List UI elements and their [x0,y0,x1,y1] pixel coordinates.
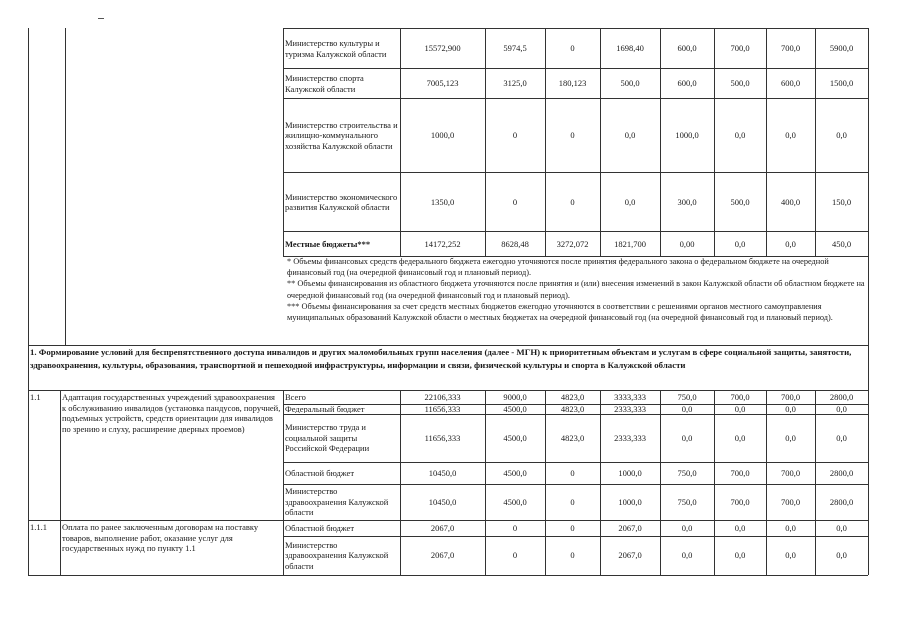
table-border [766,28,767,256]
table-cell-text: 0,0 [734,238,746,249]
table-cell-text: 0,0 [836,522,847,533]
table-cell [817,521,866,535]
item-description [62,522,281,562]
table-cell [602,415,658,461]
table-cell-text: 1000,0 [618,496,642,507]
row-label-text: Областной бюджет [285,467,355,478]
table-cell [487,521,543,535]
table-cell-text: 0,0 [785,550,796,561]
table-cell-text: 3272,072 [556,238,589,249]
footnote-2: ** Объемы финансирования из областного бюджета уточняются после принятия и (или) внесения изменений в закон Калужской области об областном бюджете на очередной финансовый год (на очередной финансовый год и плановый период). [287,279,865,300]
table-cell [602,100,658,171]
row-label [285,463,398,483]
table-cell [487,100,543,171]
table-cell-text: 2800,0 [829,467,854,478]
footnote-3: *** Объемы финансирования за счет средств местных бюджетов ежегодно уточняются в соответствии с решениями органов местного самоуправления муниципальных образований Калужской области о местных бюджетах на очередной финансовый год (на очередной финансовый год и плановый период). [287,301,833,323]
table-cell [817,391,866,403]
table-cell [402,233,483,255]
table-cell-text: 1000,0 [430,130,455,141]
row-label [285,174,398,230]
item-number-text: 1.1 [30,392,41,402]
table-cell [768,463,813,483]
page-mark [98,18,104,19]
table-cell [716,537,764,574]
table-cell [487,463,543,483]
row-label-text: Министерство здравоохранения Калужской области [285,486,389,518]
table-cell [547,70,598,97]
table-border [400,28,401,256]
table-cell-text: 700,0 [780,496,801,507]
table-cell [817,463,866,483]
table-cell [547,30,598,67]
table-cell-text: 10450,0 [428,467,457,478]
table-cell-text: 2800,0 [829,391,854,402]
table-cell [602,521,658,535]
table-cell [402,463,483,483]
table-cell-text: 180,123 [558,78,587,89]
table-cell-text: 450,0 [831,238,852,249]
table-cell-text: 4500,0 [503,467,527,478]
table-cell-text: 600,0 [780,78,801,89]
table-cell-text: 600,0 [677,43,697,54]
table-cell-text: 0,0 [785,522,796,533]
table-cell-text: 0,0 [785,405,796,413]
table-cell [547,415,598,461]
table-border [28,390,29,575]
table-cell-text: 0,0 [836,432,847,443]
table-cell [817,485,866,519]
footnotes [287,256,867,323]
table-cell-text: 0 [512,550,518,561]
table-cell [602,30,658,67]
row-label [285,537,398,574]
table-cell-text: 750,0 [677,391,697,402]
table-cell [716,391,764,403]
table-cell [716,405,764,413]
table-cell [547,405,598,413]
table-border [600,28,601,256]
table-cell [768,485,813,519]
table-cell-text: 0 [512,522,518,533]
table-cell [547,463,598,483]
table-cell-text: 0 [512,130,518,141]
table-cell [768,537,813,574]
table-border [545,28,546,256]
table-cell-text: 0,0 [624,196,636,207]
table-cell [402,485,483,519]
row-label [285,233,398,255]
table-cell-text: 2800,0 [829,496,854,507]
table-cell-text: 0,0 [624,130,636,141]
table-border [400,390,401,575]
table-cell-text: 4500,0 [503,496,527,507]
row-label-text: Министерство спорта Калужской области [285,73,364,94]
table-cell [402,100,483,171]
table-cell [662,463,712,483]
table-cell [768,233,813,255]
table-cell [602,174,658,230]
table-cell [402,391,483,403]
table-cell-text: 0,0 [734,405,746,413]
table-cell-text: 4823,0 [560,391,585,402]
row-label-text: Министерство культуры и туризма Калужской области [285,38,387,59]
table-border [60,390,61,575]
table-cell [768,391,813,403]
table-cell-text: 11656,333 [424,432,461,443]
table-cell-text: 2333,333 [614,432,646,443]
table-cell-text: 0,0 [836,405,847,413]
row-label-text: Министерство здравоохранения Калужской области [285,539,389,571]
footnote-1: * Объемы финансовых средств федерального бюджета ежегодно уточняются после принятия федерального закона о федеральном бюджете на очередной финансовый год (на очередной финансовый год и плановый период). [287,257,829,278]
table-cell-text: 7005,123 [426,78,459,89]
table-cell-text: 0 [570,467,575,478]
table-cell [602,463,658,483]
table-cell-text: 0 [570,550,575,561]
table-cell [402,30,483,67]
table-cell-text: 0,0 [836,550,847,561]
table-border [283,28,284,256]
table-cell [817,233,866,255]
table-cell-text: 0 [512,196,518,207]
row-label-text: Местные бюджеты*** [285,238,371,249]
table-cell [768,174,813,230]
table-cell [817,537,866,574]
table-cell [487,391,543,403]
table-border [766,390,767,575]
table-cell-text: 5974,5 [503,43,527,54]
row-label [285,485,398,519]
table-cell [662,485,712,519]
table-cell [547,233,598,255]
table-cell [487,233,543,255]
row-label [285,70,398,97]
table-border [600,390,601,575]
table-cell [716,485,764,519]
table-cell-text: 14172,252 [424,238,461,249]
table-cell-text: 600,0 [677,78,697,89]
table-cell [547,174,598,230]
table-cell [662,30,712,67]
table-cell [716,174,764,230]
table-cell [817,174,866,230]
table-cell [716,463,764,483]
table-cell [487,485,543,519]
table-cell-text: 700,0 [730,496,750,507]
table-cell-text: 22106,333 [424,391,461,402]
table-cell [716,100,764,171]
table-cell-text: 0,0 [681,550,693,561]
table-cell-text: 8628,48 [501,238,529,249]
table-cell [768,405,813,413]
table-cell-text: 500,0 [730,78,750,89]
row-label-text: Министерство строительства и жилищно-коммунального хозяйства Калужской области [285,119,398,151]
table-cell-text: 500,0 [730,196,750,207]
table-cell [487,70,543,97]
table-border [283,231,868,232]
table-cell [402,70,483,97]
table-cell [662,391,712,403]
item-number-text: 1.1.1 [30,522,47,532]
table-cell-text: 0,0 [836,130,847,141]
table-cell-text: 700,0 [780,467,801,478]
table-border [28,345,29,390]
table-cell-text: 2067,0 [430,522,455,533]
table-cell [716,521,764,535]
table-cell-text: 0 [570,43,575,54]
table-border [660,28,661,256]
table-cell-text: 0 [570,196,575,207]
table-cell-text: 300,0 [677,196,697,207]
table-cell [716,233,764,255]
table-cell-text: 2067,0 [430,550,455,561]
table-cell-text: 1698,40 [616,43,644,54]
table-cell [602,391,658,403]
table-cell-text: 500,0 [620,78,640,89]
table-cell-text: 15572,900 [424,43,461,54]
table-border [283,98,868,99]
table-cell [716,415,764,461]
section-title: 1. Формирование условий для беспрепятственного доступа инвалидов и других маломобильных групп населения (далее - МГН) к приоритетным объектам и услугам в сфере социальной защиты, занятости, здравоохранения, культуры, образования, транспортной и пешеходной инфраструктуры, информации и связи, физической культуры и спорта в Калужской области [30,347,852,370]
table-cell-text: 700,0 [780,391,801,402]
table-cell-text: 2067,0 [618,550,642,561]
table-cell [402,405,483,413]
table-cell [768,70,813,97]
table-cell-text: 0,0 [785,130,796,141]
table-cell [716,30,764,67]
table-border [815,390,816,575]
table-cell [662,233,712,255]
table-cell [402,537,483,574]
table-cell [662,415,712,461]
table-cell-text: 1350,0 [430,196,455,207]
table-cell-text: 700,0 [730,391,750,402]
table-cell [487,415,543,461]
table-cell-text: 0 [570,522,575,533]
table-border [28,575,868,576]
item-number [30,522,58,534]
table-cell-text: 0,00 [679,238,695,249]
table-cell [662,521,712,535]
table-cell-text: 0,0 [785,432,796,443]
table-cell-text: 4500,0 [503,405,527,413]
table-cell [487,30,543,67]
table-border [868,28,869,256]
table-border [868,256,869,345]
table-cell [716,70,764,97]
table-border [660,390,661,575]
table-cell-text: 1000,0 [675,130,699,141]
table-cell-text: 700,0 [730,467,750,478]
table-cell-text: 1500,0 [829,78,854,89]
table-cell [662,405,712,413]
table-cell-text: 0,0 [734,522,746,533]
table-cell-text: 0,0 [734,130,746,141]
table-cell-text: 1000,0 [618,467,642,478]
table-border [485,28,486,256]
table-cell [402,174,483,230]
row-label [285,391,398,403]
table-cell [547,100,598,171]
table-cell-text: 3125,0 [503,78,527,89]
table-cell-text: 0,0 [681,432,693,443]
table-cell [662,100,712,171]
table-cell-text: 11656,333 [424,405,461,413]
table-cell-text: 700,0 [730,43,750,54]
table-cell-text: 400,0 [780,196,801,207]
item-description-text: Адаптация государственных учреждений здравоохранения к обслуживанию инвалидов (установка пандусов, поручней, подъемных устройств, средств ориентации для инвалидов по зрению и слуху, расширение дверных проемов) [62,392,281,434]
table-cell [768,521,813,535]
row-label [285,415,398,461]
table-cell [817,415,866,461]
item-number [30,392,58,404]
table-border [65,28,66,345]
table-cell-text: 150,0 [831,196,852,207]
table-cell [547,521,598,535]
table-border [485,390,486,575]
table-cell-text: 9000,0 [503,391,527,402]
row-label-text: Всего [285,391,306,402]
table-cell [817,70,866,97]
row-label [285,30,398,67]
table-cell [662,174,712,230]
table-cell [402,521,483,535]
table-cell [662,537,712,574]
table-cell [602,233,658,255]
table-border [714,390,715,575]
table-cell [602,537,658,574]
table-border [815,28,816,256]
table-cell [547,485,598,519]
table-cell-text: 3333,333 [614,391,646,402]
row-label-text: Федеральный бюджет [285,405,365,413]
table-cell-text: 750,0 [677,467,697,478]
table-cell [602,70,658,97]
item-description-text: Оплата по ранее заключенным договорам на поставку товаров, выполнение работ, оказание услуг для государственных нужд по пункту 1.1 [62,522,259,553]
row-label-text: Областной бюджет [285,522,355,533]
table-cell-text: 10450,0 [428,496,457,507]
table-cell [487,405,543,413]
table-border [283,390,284,575]
table-border [868,390,869,575]
table-cell-text: 2067,0 [618,522,642,533]
table-cell-text: 700,0 [780,43,801,54]
table-cell [602,485,658,519]
table-cell [768,415,813,461]
row-label-text: Министерство труда и социальной защиты Российской Федерации [285,422,370,454]
row-label [285,405,398,413]
table-cell [547,391,598,403]
table-border [28,28,29,345]
table-cell [402,415,483,461]
table-cell-text: 4500,0 [503,432,527,443]
table-border [714,28,715,256]
table-cell-text: 0,0 [681,405,693,413]
row-label [285,100,398,171]
table-cell [768,30,813,67]
table-cell [817,405,866,413]
table-border [283,28,868,29]
row-label-text: Министерство экономического развития Калужской области [285,191,398,212]
table-cell-text: 1821,700 [614,238,646,249]
table-cell [817,100,866,171]
table-cell-text: 4823,0 [560,405,585,413]
table-cell-text: 5900,0 [829,43,854,54]
table-cell-text: 4823,0 [560,432,585,443]
table-cell [602,405,658,413]
table-cell [817,30,866,67]
table-cell-text: 0,0 [734,550,746,561]
table-border [545,390,546,575]
table-cell [662,70,712,97]
table-cell [768,100,813,171]
table-cell-text: 2333,333 [614,405,646,413]
row-label [285,521,398,535]
table-cell-text: 0,0 [785,238,796,249]
table-cell-text: 0,0 [734,432,746,443]
table-cell [487,174,543,230]
table-border [283,172,868,173]
table-cell-text: 0 [570,496,575,507]
item-description [62,392,281,472]
table-cell [487,537,543,574]
table-cell-text: 0,0 [681,522,693,533]
table-cell [547,537,598,574]
table-border [283,68,868,69]
table-cell-text: 0 [570,130,575,141]
table-cell-text: 750,0 [677,496,697,507]
